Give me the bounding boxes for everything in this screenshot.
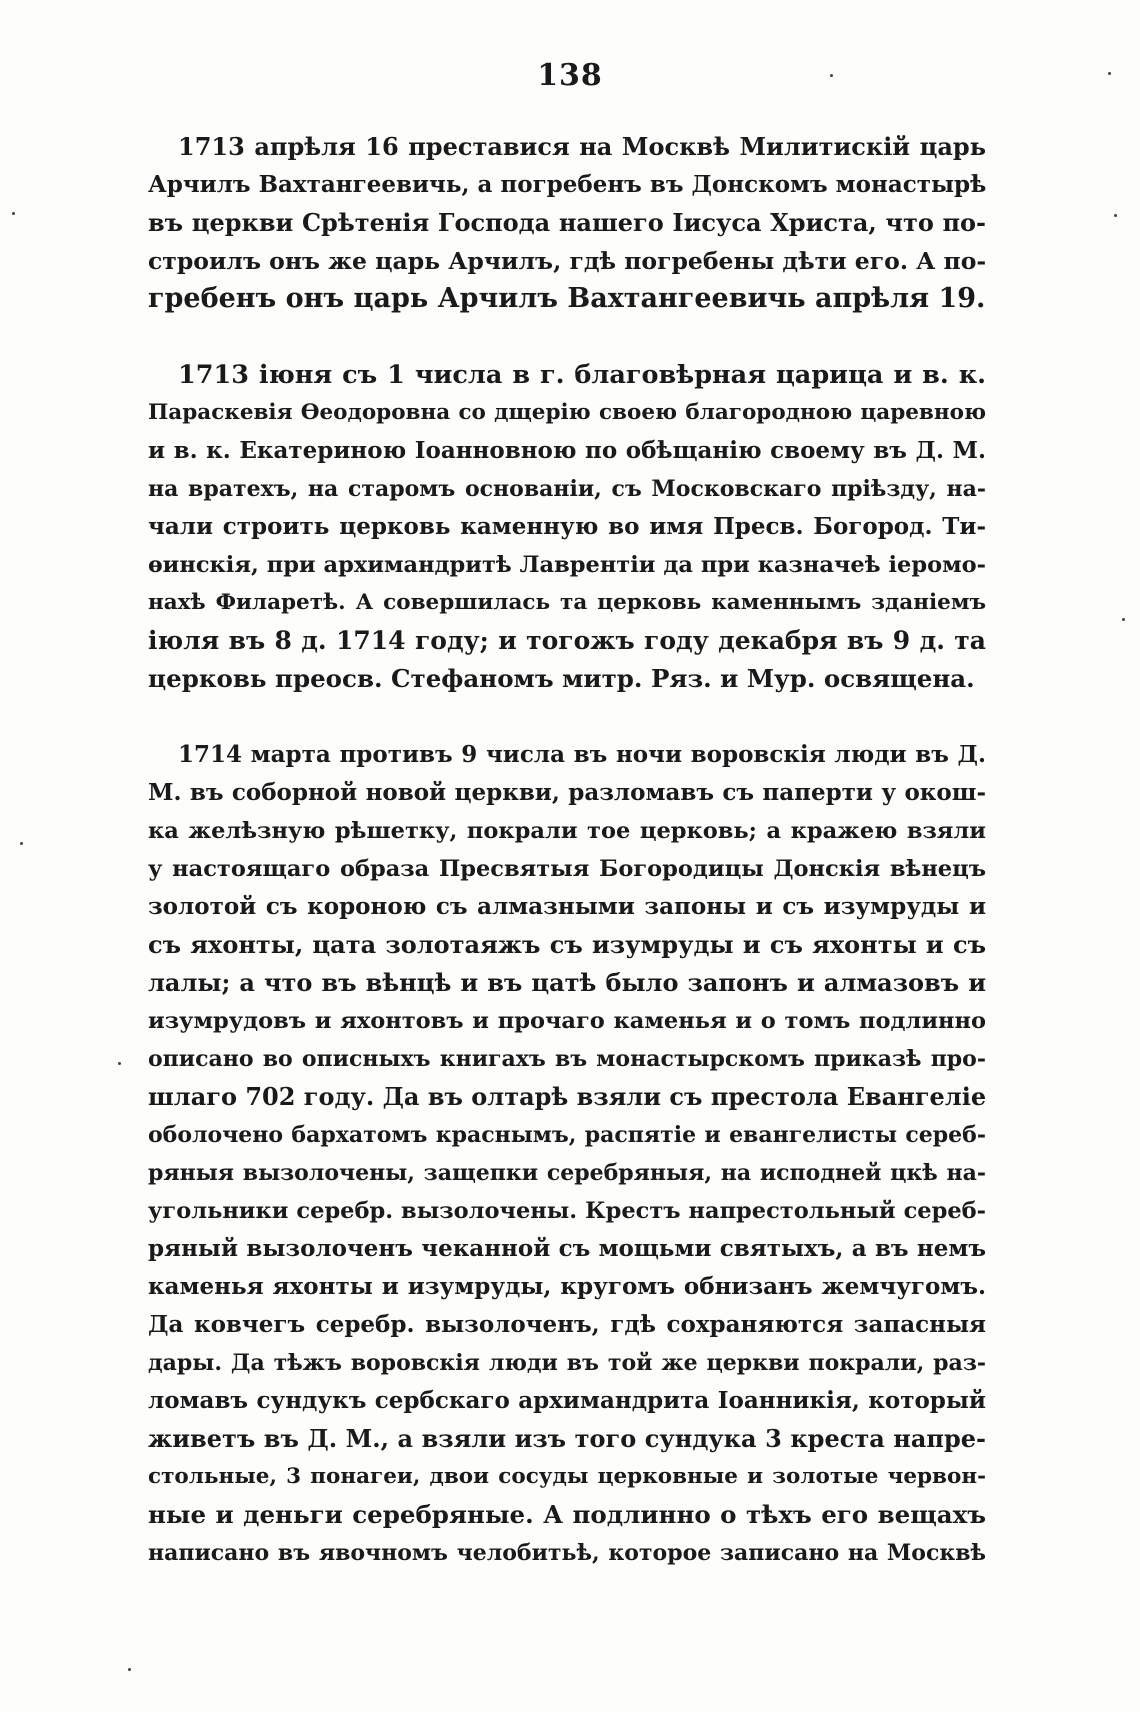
- scan-speck: [1114, 214, 1117, 217]
- text-line: 1714 марта противъ 9 числа въ ночи воровскія люди въ Д.: [178, 741, 986, 768]
- text-line: Арчилъ Вахтангеевичь, а погребенъ въ Донскомъ монастырѣ: [148, 171, 986, 198]
- text-line: лалы; а что въ вѣнцѣ и въ цатѣ было запонъ и алмазовъ и: [148, 968, 986, 997]
- scan-speck: [1122, 618, 1125, 621]
- text-line: написано въ явочномъ челобитьѣ, которое записано на Москвѣ: [148, 1540, 986, 1566]
- text-line: съ яхонты, цата золотаяжъ съ изумруды и съ яхонты и съ: [148, 930, 986, 959]
- text-line: ряныя вызолочены, защепки серебряныя, на исподней цкѣ на-: [148, 1160, 986, 1186]
- text-line: гребенъ онъ царь Арчилъ Вахтангеевичь апрѣля 19.: [148, 283, 986, 314]
- scan-speck: [20, 842, 23, 845]
- paragraph-3: [148, 736, 986, 1572]
- paragraph-1: [148, 128, 986, 318]
- text-line: строилъ онъ же царь Арчилъ, гдѣ погребены дѣти его. А по-: [148, 247, 986, 275]
- scan-speck: [128, 1668, 131, 1671]
- text-line: ломавъ сундукъ сербскаго архимандрита Іоанникія, который: [148, 1387, 986, 1414]
- text-line: М. въ соборной новой церкви, разломавъ съ паперти у окош-: [148, 779, 986, 806]
- text-line: у настоящаго образа Пресвятыя Богородицы Донскія вѣнецъ: [148, 856, 986, 882]
- text-line: ѳинскія, при архимандритѣ Лаврентіи да при казначеѣ іеромо-: [148, 552, 986, 578]
- text-line: шлаго 702 году. Да въ олтарѣ взяли съ престола Евангеліе: [148, 1082, 986, 1111]
- paragraph-2: [148, 356, 986, 698]
- text-line: 1713 апрѣля 16 преставися на Москвѣ Милитискій царь: [178, 132, 986, 161]
- text-line: церковь преосв. Стефаномъ митр. Ряз. и Мур. освящена.: [148, 664, 975, 693]
- text-line: на вратехъ, на старомъ основаніи, съ Московскаго пріѣзду, на-: [148, 476, 986, 502]
- text-line: 1713 іюня съ 1 числа в г. благовѣрная царица и в. к.: [178, 360, 986, 390]
- text-line: стольные, 3 понагеи, двои сосуды церковные и золотые червон-: [148, 1464, 986, 1489]
- text-line: каменья яхонты и изумруды, кругомъ обнизанъ жемчугомъ.: [148, 1273, 986, 1300]
- text-line: золотой съ короною съ алмазными запоны и съ изумруды и: [148, 893, 986, 920]
- text-line: въ церкви Срѣтенія Господа нашего Іисуса Христа, что по-: [148, 208, 986, 237]
- page-number: 138: [537, 58, 603, 93]
- text-line: и в. к. Екатериною Іоанновною по обѣщанію своему въ Д. М.: [148, 437, 986, 464]
- text-line: ка желѣзную рѣшетку, покрали тое церковь; а кражею взяли: [148, 818, 986, 844]
- scan-speck: [1108, 72, 1111, 75]
- text-line: нахѣ Филаретѣ. А совершилась та церковь каменнымъ зданіемъ: [148, 590, 986, 615]
- scan-speck: [830, 74, 833, 77]
- text-line: іюля въ 8 д. 1714 году; и тогожъ году декабря въ 9 д. та: [148, 626, 986, 655]
- text-line: угольники серебр. вызолочены. Крестъ напрестольный сереб-: [148, 1198, 986, 1224]
- text-line: живетъ въ Д. М., а взяли изъ того сундука 3 креста напре-: [148, 1424, 986, 1453]
- text-line: описано во описныхъ книгахъ въ монастырскомъ приказѣ про-: [148, 1046, 986, 1072]
- text-line: Да ковчегъ серебр. вызолоченъ, гдѣ сохраняются запасныя: [148, 1311, 986, 1338]
- text-line: изумрудовъ и яхонтовъ и прочаго каменья и о томъ подлинно: [148, 1008, 986, 1034]
- text-line: чали строить церковь каменную во имя Пресв. Богород. Ти-: [148, 513, 986, 540]
- text-line: оболочено бархатомъ краснымъ, распятіе и евангелисты сереб-: [148, 1122, 986, 1148]
- text-line: дары. Да тѣжъ воровскія люди въ той же церкви покрали, раз-: [148, 1350, 986, 1376]
- scan-speck: [118, 1062, 121, 1065]
- scan-speck: [12, 212, 15, 215]
- text-line: ряный вызолоченъ чеканной съ мощьми святыхъ, а въ немъ: [148, 1235, 986, 1262]
- text-line: ные и деньги серебряные. А подлинно о тѣхъ его вещахъ: [148, 1500, 986, 1529]
- text-line: Параскевія Ѳеодоровна со дщерію своею благородною царевною: [148, 400, 986, 425]
